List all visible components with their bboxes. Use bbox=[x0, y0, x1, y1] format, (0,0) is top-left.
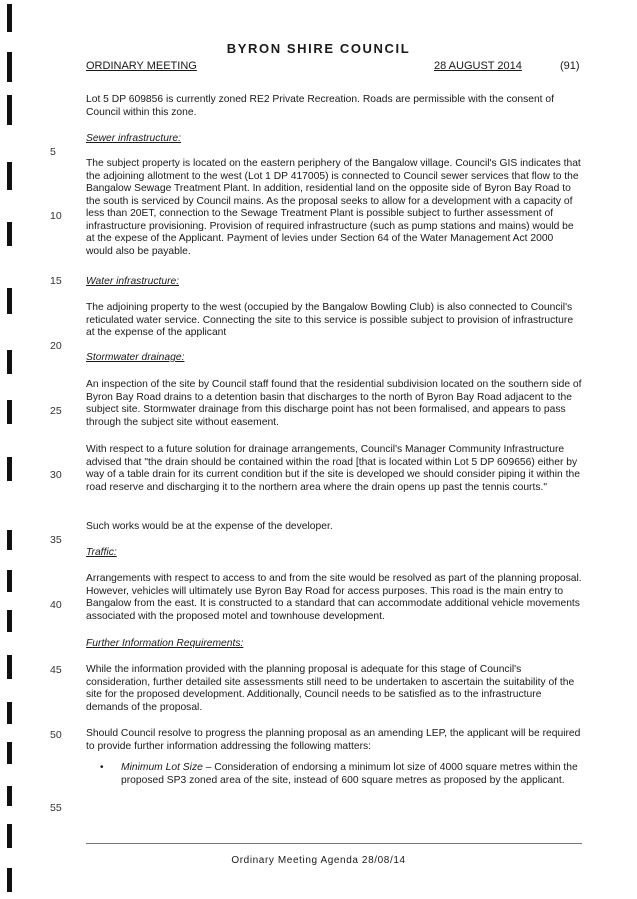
stormwater-heading: Stormwater drainage: bbox=[86, 352, 185, 363]
binder-punch-mark bbox=[7, 350, 12, 374]
line-number: 25 bbox=[50, 405, 62, 417]
traffic-paragraph: Arrangements with respect to access to and from the site would be resolved as part of the planning proposal. However, vehicles will ultimately use Byron Bay Road for access purposes. This road is the main entry to Bangalow from the east. It is constructed to a standard that can accommodate additional vehicle movements associated with the proposed motel and townhouse development. bbox=[86, 573, 582, 622]
binder-punch-mark bbox=[7, 655, 12, 679]
binder-punch-mark bbox=[7, 824, 12, 848]
sewer-paragraph: The subject property is located on the eastern periphery of the Bangalow village. Council's GIS indicates that the adjoining allotment to the west (Lot 1 DP 417005) is connected to Council sewer services that flow to the Bangalow Sewage Treatment Plant. In addition, residential land on the opposite side of Byron Bay Road to the south is serviced by Council mains. As the proposal seeks to allow for a development with a capacity of less than 20ET, connection to the Sewage Treatment Plant is possible subject to further assessment of infrastructure provisioning. Provision of required infrastructure (such as pump stations and mains) would be at the expese of the Applicant. Payment of levies under Section 64 of the Water Management Act 2000 would also be payable. bbox=[86, 158, 581, 257]
line-number: 45 bbox=[50, 664, 62, 676]
binder-punch-mark bbox=[7, 400, 12, 424]
line-number: 30 bbox=[50, 469, 62, 481]
traffic-heading: Traffic: bbox=[86, 547, 117, 558]
bullet-minimum-lot-size bbox=[121, 762, 581, 787]
line-number: 50 bbox=[50, 729, 62, 741]
line-number: 40 bbox=[50, 599, 62, 611]
line-number: 5 bbox=[50, 146, 56, 158]
line-number: 35 bbox=[50, 534, 62, 546]
line-number: 10 bbox=[50, 210, 62, 222]
binder-punch-mark bbox=[7, 222, 12, 246]
binder-punch-mark bbox=[7, 52, 12, 82]
stormwater-cost-paragraph: Such works would be at the expense of the developer. bbox=[86, 521, 333, 532]
binder-punch-mark bbox=[7, 530, 12, 550]
meeting-date: 28 AUGUST 2014 bbox=[434, 60, 522, 72]
line-number: 20 bbox=[50, 340, 62, 352]
binder-punch-mark bbox=[7, 4, 12, 32]
binder-punch-mark bbox=[7, 868, 12, 892]
binder-punch-mark bbox=[7, 570, 12, 592]
intro-paragraph: Lot 5 DP 609856 is currently zoned RE2 Private Recreation. Roads are permissible with the consent of Council within this zone. bbox=[86, 94, 554, 118]
binder-punch-mark bbox=[7, 95, 12, 125]
footer-divider bbox=[86, 843, 582, 844]
line-number: 55 bbox=[50, 802, 62, 814]
binder-punch-mark bbox=[7, 610, 12, 632]
council-title: BYRON SHIRE COUNCIL bbox=[226, 41, 411, 56]
further-info-request-paragraph: Should Council resolve to progress the planning proposal as an amending LEP, the applicant will be required to provide further information addressing the following matters: bbox=[86, 728, 581, 752]
bullet-title: Minimum Lot Size bbox=[121, 762, 203, 773]
water-heading: Water infrastructure: bbox=[86, 276, 180, 287]
further-info-paragraph: While the information provided with the planning proposal is adequate for this stage of Council's consideration, further detailed site assessments still need to be undertaken to ascertain the suitability of the site for the proposed development. Additionally, Council needs to be satisfied as to the infrastructure demands of the proposal. bbox=[86, 664, 575, 713]
page-number: (91) bbox=[560, 60, 580, 72]
binder-punch-mark bbox=[7, 786, 12, 806]
meeting-type: ORDINARY MEETING bbox=[86, 60, 197, 72]
binder-punch-mark bbox=[7, 702, 12, 724]
bullet-marker: • bbox=[100, 762, 104, 773]
water-paragraph: The adjoining property to the west (occupied by the Bangalow Bowling Club) is also connected to Council's reticulated water service. Connecting the site to this service is possible subject to provision of infrastructure at the expense of the applicant bbox=[86, 302, 574, 338]
binder-punch-mark bbox=[7, 457, 12, 481]
binder-punch-mark bbox=[7, 162, 12, 190]
bullet-body: – Consideration of endorsing a minimum lot size of 4000 square metres within the proposed SP3 zoned area of the site, instead of 600 square metres as proposed by the applicant. bbox=[121, 762, 578, 786]
binder-punch-mark bbox=[7, 288, 12, 314]
further-info-heading: Further Information Requirements: bbox=[86, 638, 244, 649]
page-footer: Ordinary Meeting Agenda 28/08/14 bbox=[231, 855, 406, 866]
line-number: 15 bbox=[50, 275, 62, 287]
binder-punch-mark bbox=[7, 742, 12, 764]
stormwater-advice-paragraph: With respect to a future solution for drainage arrangements, Council's Manager Community Infrastructure advised that "the drain should be contained within the road [that is located within Lot 5 DP 609656) either by way of a table drain for its current condition but if the site is developed we should consider piping it within the road reserve and discharging it to the northern area where the drain opens up past the tennis courts." bbox=[86, 444, 580, 493]
stormwater-paragraph: An inspection of the site by Council staff found that the residential subdivision located on the southern side of Byron Bay Road drains to a detention basin that discharges to the north of Byron Bay Road adjacent to the subject site. Stormwater drainage from this discharge point has not been formalised, and appears to pass through the subject site without easement. bbox=[86, 379, 582, 428]
sewer-heading: Sewer infrastructure: bbox=[86, 133, 181, 144]
